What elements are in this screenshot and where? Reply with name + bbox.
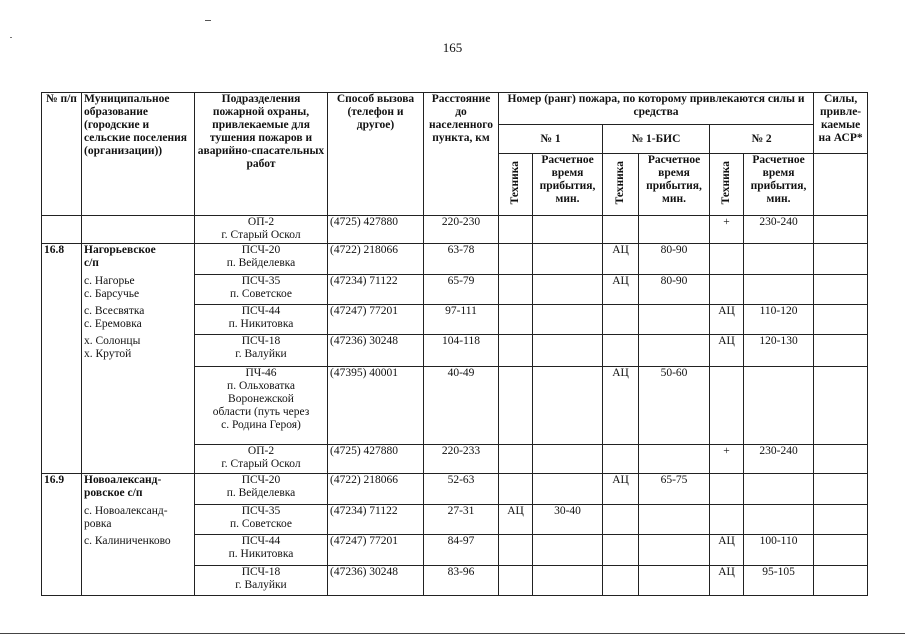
header-forces: Силы, привле-каемые на АСР* — [814, 93, 868, 154]
fire-forces-table — [41, 92, 868, 596]
rank2-tech-cell: АЦ — [710, 335, 744, 366]
rank1-time-cell — [533, 535, 603, 565]
rank1bis-time-cell — [639, 565, 710, 595]
phone-cell: (4725) 427880 — [328, 444, 424, 473]
municipality-line: с. Еремовка — [84, 318, 142, 330]
rank2-time-cell — [744, 474, 814, 505]
unit-cell: ПСЧ-44 п. Никитовка — [195, 305, 328, 335]
table-row — [42, 216, 868, 244]
municipality-line: х. Солонцы — [84, 335, 141, 347]
rank1-time-cell — [533, 305, 603, 335]
header-num: № п/п — [42, 93, 82, 216]
page-number: 165 — [442, 40, 463, 55]
forces-cell — [814, 474, 868, 505]
forces-cell — [814, 366, 868, 444]
unit-cell: ПСЧ-44 п. Никитовка — [195, 535, 328, 565]
rank2-time-cell — [744, 366, 814, 444]
distance-cell: 65-79 — [424, 275, 499, 305]
header-forces-empty — [814, 154, 868, 216]
distance-cell: 40-49 — [424, 366, 499, 444]
table-body — [42, 216, 868, 596]
rank1bis-time-cell — [639, 535, 710, 565]
header-time-1bis: Расчетное время прибытия, мин. — [639, 154, 710, 216]
header-municipality: Муниципальное образование (городские и сельские поселения (организации)) — [82, 93, 195, 216]
table-row — [42, 474, 868, 505]
bottom-divider — [0, 633, 905, 634]
unit-cell: ПСЧ-20 п. Вейделевка — [195, 474, 328, 505]
row-number: 16.9 — [42, 474, 82, 596]
rank1-tech-cell — [499, 305, 533, 335]
rank2-tech-cell: АЦ — [710, 305, 744, 335]
distance-cell: 220-233 — [424, 444, 499, 473]
forces-cell — [814, 275, 868, 305]
rank2-tech-cell — [710, 366, 744, 444]
unit-cell: ОП-2 г. Старый Оскол — [195, 216, 328, 244]
phone-cell: (4722) 218066 — [328, 244, 424, 275]
phone-cell: (47395) 40001 — [328, 366, 424, 444]
municipality-line: с. Калиниченково — [84, 535, 171, 547]
distance-cell: 83-96 — [424, 565, 499, 595]
rank1-tech-cell — [499, 444, 533, 473]
distance-cell: 104-118 — [424, 335, 499, 366]
distance-cell: 27-31 — [424, 505, 499, 535]
distance-cell: 52-63 — [424, 474, 499, 505]
header-tech-2: Техника — [710, 154, 744, 216]
unit-cell: ПСЧ-35 п. Советское — [195, 505, 328, 535]
header-rank-group: Номер (ранг) пожара, по которому привлекаются силы и средства — [499, 93, 814, 125]
phone-cell: (4725) 427880 — [328, 216, 424, 244]
rank2-time-cell: 110-120 — [744, 305, 814, 335]
rank1bis-time-cell — [639, 505, 710, 535]
rank2-time-cell — [744, 505, 814, 535]
rank1bis-time-cell: 65-75 — [639, 474, 710, 505]
header-tech-1: Техника — [499, 154, 533, 216]
phone-cell: (47236) 30248 — [328, 565, 424, 595]
phone-cell: (4722) 218066 — [328, 474, 424, 505]
municipality-line: ровка — [84, 518, 112, 530]
rank2-time-cell: 100-110 — [744, 535, 814, 565]
row-number: 16.8 — [42, 244, 82, 474]
distance-cell: 220-230 — [424, 216, 499, 244]
phone-cell: (47247) 77201 — [328, 305, 424, 335]
rank1-time-cell — [533, 366, 603, 444]
forces-cell — [814, 335, 868, 366]
unit-cell: ПСЧ-35 п. Советское — [195, 275, 328, 305]
rank1bis-time-cell: 80-90 — [639, 275, 710, 305]
rank1-time-cell — [533, 244, 603, 275]
unit-cell: ПСЧ-18 г. Валуйки — [195, 565, 328, 595]
rank2-tech-cell — [710, 275, 744, 305]
rank1-time-cell — [533, 216, 603, 244]
municipality-line: Новоалександ- — [84, 474, 162, 486]
unit-cell: ПСЧ-20 п. Вейделевка — [195, 244, 328, 275]
municipality-line: с. Нагорье — [84, 275, 135, 287]
forces-cell — [814, 444, 868, 473]
phone-cell: (47247) 77201 — [328, 535, 424, 565]
municipality-line: ровское с/п — [84, 487, 143, 499]
rank1bis-tech-cell: АЦ — [603, 474, 639, 505]
municipality-line: с. Всесвятка — [84, 305, 145, 317]
rank1-tech-cell — [499, 565, 533, 595]
forces-cell — [814, 216, 868, 244]
municipality-cell — [82, 216, 195, 244]
phone-cell: (47236) 30248 — [328, 335, 424, 366]
forces-cell — [814, 535, 868, 565]
stray-mark — [10, 37, 12, 38]
rank1bis-time-cell: 80-90 — [639, 244, 710, 275]
rank1-time-cell: 30-40 — [533, 505, 603, 535]
rank1bis-time-cell — [639, 305, 710, 335]
rank1-tech-cell: АЦ — [499, 505, 533, 535]
stray-mark — [205, 20, 211, 21]
rank1bis-time-cell — [639, 335, 710, 366]
forces-cell — [814, 505, 868, 535]
rank1bis-time-cell: 50-60 — [639, 366, 710, 444]
municipality-line: х. Крутой — [84, 348, 132, 360]
rank2-tech-cell: АЦ — [710, 565, 744, 595]
rank1-time-cell — [533, 335, 603, 366]
rank2-tech-cell: + — [710, 216, 744, 244]
rank2-time-cell: 230-240 — [744, 216, 814, 244]
phone-cell: (47234) 71122 — [328, 505, 424, 535]
municipality-line: с. Барсучье — [84, 288, 140, 300]
rank2-tech-cell: АЦ — [710, 535, 744, 565]
forces-cell — [814, 565, 868, 595]
rank1-time-cell — [533, 565, 603, 595]
distance-cell: 84-97 — [424, 535, 499, 565]
rank1bis-tech-cell: АЦ — [603, 244, 639, 275]
rank1-tech-cell — [499, 366, 533, 444]
rank1bis-tech-cell — [603, 565, 639, 595]
header-rank-1bis: № 1-БИС — [603, 125, 710, 154]
rank1-tech-cell — [499, 275, 533, 305]
rank2-time-cell — [744, 275, 814, 305]
rank1-tech-cell — [499, 216, 533, 244]
rank1-time-cell — [533, 275, 603, 305]
rank1bis-tech-cell — [603, 305, 639, 335]
municipality-cell — [82, 244, 195, 474]
header-rank-1: № 1 — [499, 125, 603, 154]
rank1bis-tech-cell: АЦ — [603, 275, 639, 305]
rank1-tech-cell — [499, 244, 533, 275]
rank2-tech-cell: + — [710, 444, 744, 473]
municipality-cell — [82, 474, 195, 596]
municipality-line: с. Новоалександ- — [84, 505, 168, 517]
header-rank-2: № 2 — [710, 125, 814, 154]
rank1bis-tech-cell — [603, 535, 639, 565]
rank1bis-tech-cell — [603, 444, 639, 473]
rank1bis-time-cell — [639, 444, 710, 473]
forces-cell — [814, 244, 868, 275]
rank1bis-tech-cell — [603, 216, 639, 244]
rank1-tech-cell — [499, 535, 533, 565]
phone-cell: (47234) 71122 — [328, 275, 424, 305]
municipality-line: с/п — [84, 257, 99, 269]
header-distance: Расстояние до населенного пункта, км — [424, 93, 499, 216]
unit-cell: ПСЧ-18 г. Валуйки — [195, 335, 328, 366]
rank2-time-cell — [744, 244, 814, 275]
rank2-time-cell: 120-130 — [744, 335, 814, 366]
distance-cell: 97-111 — [424, 305, 499, 335]
rank1-tech-cell — [499, 335, 533, 366]
rank1bis-tech-cell — [603, 335, 639, 366]
rank2-tech-cell — [710, 505, 744, 535]
rank2-time-cell: 230-240 — [744, 444, 814, 473]
rank1-time-cell — [533, 444, 603, 473]
unit-cell: ОП-2 г. Старый Оскол — [195, 444, 328, 473]
header-call-method: Способ вызова (телефон и другое) — [328, 93, 424, 216]
header-units: Подразделения пожарной охраны, привлекаемые для тушения пожаров и аварийно-спасательных работ — [195, 93, 328, 216]
header-tech-1bis: Техника — [603, 154, 639, 216]
unit-cell: ПЧ-46 п. Ольховатка Воронежской области (путь через с. Родина Героя) — [195, 366, 328, 444]
header-time-2: Расчетное время прибытия, мин. — [744, 154, 814, 216]
rank2-time-cell: 95-105 — [744, 565, 814, 595]
rank2-tech-cell — [710, 244, 744, 275]
rank2-tech-cell — [710, 474, 744, 505]
rank1-time-cell — [533, 474, 603, 505]
forces-cell — [814, 305, 868, 335]
rank1-tech-cell — [499, 474, 533, 505]
table-row — [42, 244, 868, 275]
municipality-line: Нагорьевское — [84, 244, 156, 256]
rank1bis-time-cell — [639, 216, 710, 244]
rank1bis-tech-cell — [603, 505, 639, 535]
distance-cell: 63-78 — [424, 244, 499, 275]
header-time-1: Расчетное время прибытия, мин. — [533, 154, 603, 216]
rank1bis-tech-cell: АЦ — [603, 366, 639, 444]
row-number — [42, 216, 82, 244]
